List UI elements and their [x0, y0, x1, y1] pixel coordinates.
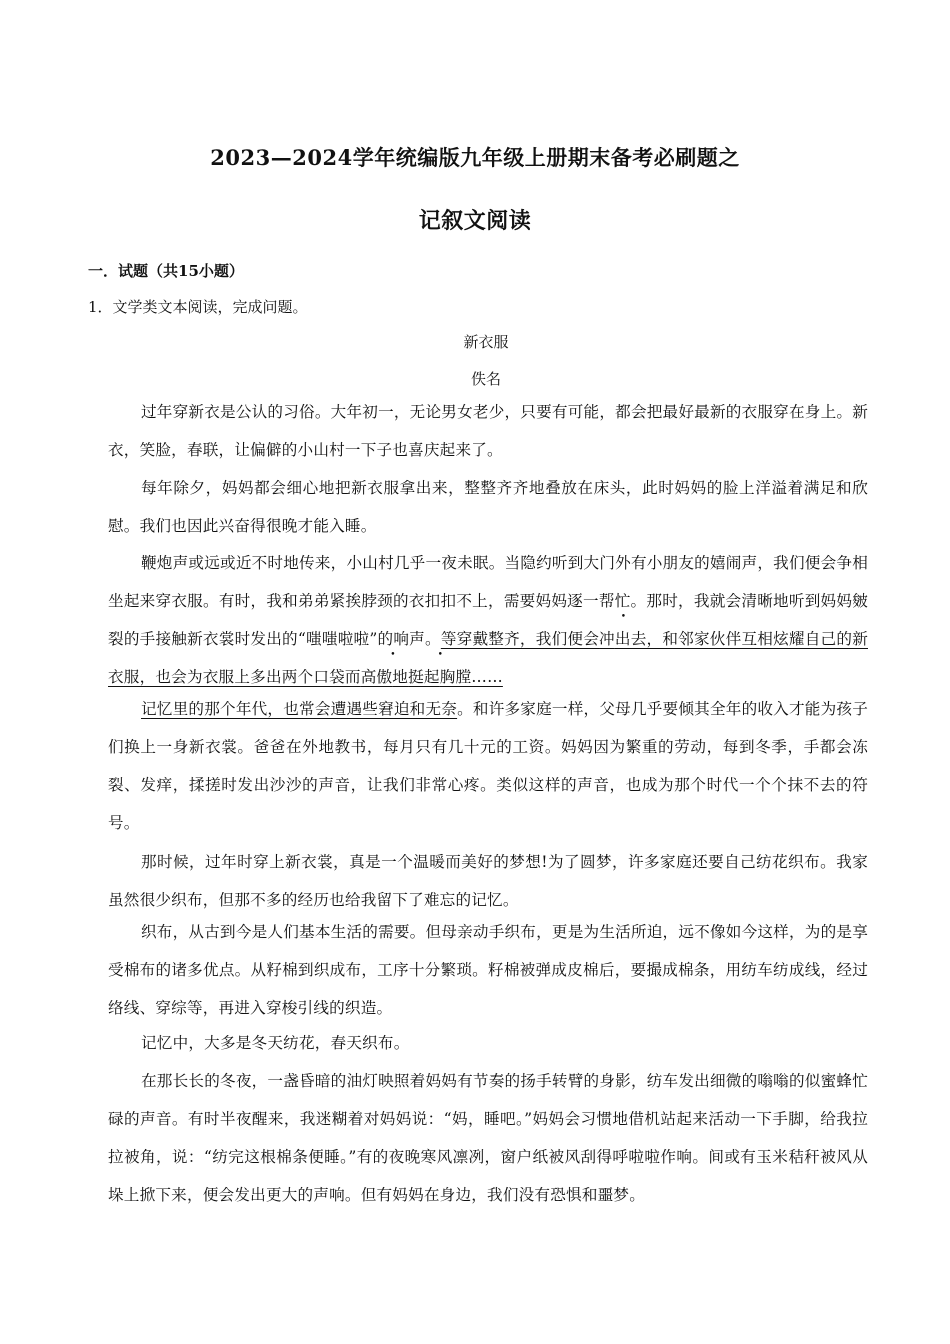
paragraph-8: 在那长长的冬夜，一盏昏暗的油灯映照着妈妈有节奏的扬手转臂的身影，纺车发出细微的嗡嗡的似蜜蜂忙碌的声音。有时半夜醒来，我迷糊着对妈妈说：“妈，睡吧。”妈妈会习惯地借机站起来活动一下手脚，给我拉拉被角，说：“纺完这根棉条便睡。”有的夜晚寒风凛冽，窗户纸被风刮得呼啦啦作响。间或有玉米秸秆被风从垛上掀下来，便会发出更大的声响。但有妈妈在身边，我们没有恐惧和噩梦。: [108, 1072, 868, 1204]
paragraph-4: [108, 690, 868, 842]
paragraph-4-text: 。和许多家庭一样，父母几乎要倾其全年的收入才能为孩子们换上一身新衣裳。爸爸在外地教书，每月只有几十元的工资。妈妈因为繁重的劳动，每到冬季，手都会冻裂、发痒，揉搓时发出沙沙的声音，让我们非常心疼。类似这样的声音，也成为那个时代一个个抹不去的符号。: [108, 700, 868, 832]
document-title-line1: 2023—2024学年统编版九年级上册期末备考必刷题之: [210, 145, 740, 170]
underlined-sentence: 记忆里的那个年代，也常会遭遇些窘迫和无奈: [141, 700, 458, 718]
underlined-text: 等穿戴整齐，我们便会: [440, 630, 600, 648]
paragraph-5: 那时候，过年时穿上新衣裳，真是一个温暖而美好的梦想!为了圆梦，许多家庭还要自己纺花织布。我家虽然很少织布，但那不多的经历也给我留下了难忘的记忆。: [108, 853, 868, 909]
document-title-line2: 记叙文阅读: [418, 208, 532, 234]
paragraph-6: 织布，从古到今是人们基本生活的需要。但母亲动手织布，更是为生活所迫，远不像如今这样，为的是享受棉布的诸多优点。从籽棉到织成布，工序十分繁琐。籽棉被弹成皮棉后，要撮成棉条，用纺车纺成线，经过络线、穿综等，再进入穿梭引线的织造。: [108, 923, 868, 1017]
story-author: 佚名: [470, 370, 501, 388]
underlined-text: 胸膛……: [439, 668, 503, 686]
paragraph-3-text: 鞭炮声或远或近不时地传来，小山村几乎一夜未眠。当隐约听到大门外有小朋友的嬉闹声，我们便会争相坐起来穿衣服。有时，我和弟弟紧挨脖颈的衣扣扣不上，需要妈妈逐一帮忙。那时，我就会清晰地听到妈妈皴裂的手接触新衣裳时发出的“嗤嗤啦啦”的响声。: [108, 554, 868, 648]
question-prompt: 1．文学类文本阅读，完成问题。: [88, 298, 308, 316]
underlined-text: 出去，和邻家伙伴互相炫耀自己的新衣服，也会为衣服上多出两个口袋而: [108, 630, 868, 686]
paragraph-1: 过年穿新衣是公认的习俗。大年初一，无论男女老少，只要有可能，都会把最好最新的衣服穿在身上。新衣，笑脸，春联，让偏僻的小山村一下子也喜庆起来了。: [108, 403, 868, 459]
paragraph-3: [108, 544, 868, 696]
paragraph-7: 记忆中，大多是冬天纺花，春天织布。: [141, 1034, 410, 1052]
emphasis-dotted-word: 挺起: [408, 668, 440, 686]
emphasis-dotted-word: 高傲: [360, 668, 393, 686]
underlined-text: 地: [392, 668, 409, 686]
story-title: 新衣服: [463, 333, 509, 351]
section-heading: 一．试题（共15小题）: [88, 262, 244, 280]
emphasis-dotted-word: 冲: [599, 630, 615, 648]
paragraph-2: 每年除夕，妈妈都会细心地把新衣服拿出来，整整齐齐地叠放在床头，此时妈妈的脸上洋溢着满足和欣慰。我们也因此兴奋得很晚才能入睡。: [108, 479, 868, 535]
